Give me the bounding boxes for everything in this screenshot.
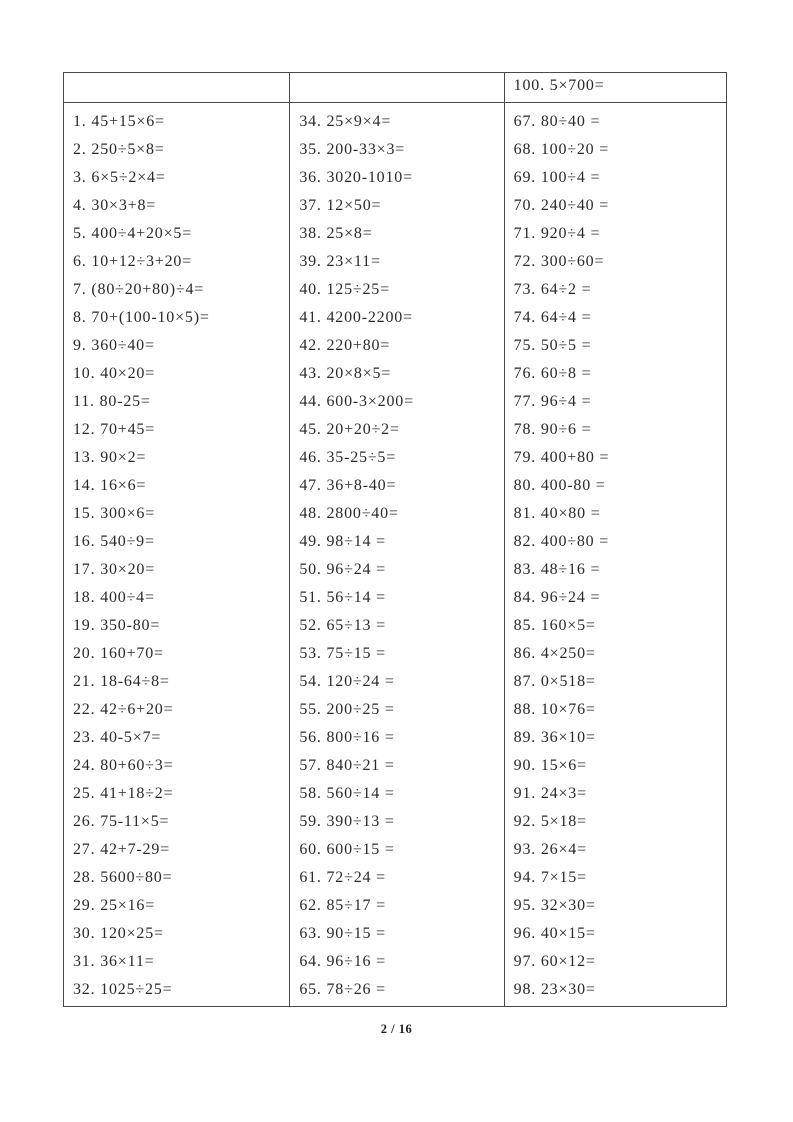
- problem-item: 86. 4×250=: [513, 645, 596, 662]
- problem-item: 95. 32×30=: [513, 897, 596, 914]
- problem-item: 21. 18-64÷8=: [73, 673, 170, 690]
- problem-item: 68. 100÷20 =: [513, 141, 610, 158]
- problem-item: 25. 41+18÷2=: [73, 785, 174, 802]
- problem-item: 12. 70+45=: [73, 421, 156, 438]
- problem-item: 7. (80÷20+80)÷4=: [73, 281, 205, 298]
- problem-item: 58. 560÷14 =: [299, 785, 395, 802]
- header-cell-1: [64, 73, 290, 102]
- problem-item: 98. 23×30=: [513, 981, 596, 998]
- problem-item: 13. 90×2=: [73, 449, 147, 466]
- problem-item: 42. 220+80=: [299, 337, 391, 354]
- problem-item: 15. 300×6=: [73, 505, 156, 522]
- problem-item: 89. 36×10=: [513, 729, 596, 746]
- problem-item: 88. 10×76=: [513, 701, 596, 718]
- problem-item: 96. 40×15=: [513, 925, 596, 942]
- problem-item: 22. 42÷6+20=: [73, 701, 174, 718]
- problem-item: 26. 75-11×5=: [73, 813, 170, 830]
- problem-item: 50. 96÷24 =: [299, 561, 386, 578]
- problem-item: 48. 2800÷40=: [299, 505, 399, 522]
- problem-item: 67. 80÷40 =: [513, 113, 601, 130]
- problem-item: 11. 80-25=: [73, 393, 151, 410]
- problem-item: 43. 20×8×5=: [299, 365, 392, 382]
- problem-item: 92. 5×18=: [513, 813, 587, 830]
- problem-item: 70. 240÷40 =: [513, 197, 610, 214]
- problem-item: 51. 56÷14 =: [299, 589, 386, 606]
- problem-item: 39. 23×11=: [299, 253, 381, 270]
- problem-item: 52. 65÷13 =: [299, 617, 386, 634]
- problem-item: 65. 78÷26 =: [299, 981, 386, 998]
- problem-column-3: [505, 103, 726, 1006]
- problem-item: 91. 24×3=: [513, 785, 587, 802]
- problem-item: 97. 60×12=: [513, 953, 596, 970]
- problem-item: 78. 90÷6 =: [513, 421, 592, 438]
- problem-item: 34. 25×9×4=: [299, 113, 392, 130]
- problem-item: 10. 40×20=: [73, 365, 156, 382]
- problem-item: 69. 100÷4 =: [513, 169, 601, 186]
- problem-item: 2. 250÷5×8=: [73, 141, 165, 158]
- problem-item: 49. 98÷14 =: [299, 533, 386, 550]
- problem-item: 40. 125÷25=: [299, 281, 390, 298]
- problem-item: 64. 96÷16 =: [299, 953, 386, 970]
- problem-item: 76. 60÷8 =: [513, 365, 592, 382]
- problem-item: 38. 25×8=: [299, 225, 373, 242]
- problem-item: 14. 16×6=: [73, 477, 147, 494]
- problem-item: 9. 360÷40=: [73, 337, 155, 354]
- problem-item: 71. 920÷4 =: [513, 225, 601, 242]
- header-cell-2: [290, 73, 504, 102]
- problem-item: 72. 300÷60=: [513, 253, 605, 270]
- problem-item: 54. 120÷24 =: [299, 673, 395, 690]
- problem-item: 77. 96÷4 =: [513, 393, 592, 410]
- problem-item: 84. 96÷24 =: [513, 589, 601, 606]
- problem-item: 37. 12×50=: [299, 197, 382, 214]
- problem-item: 36. 3020-1010=: [299, 169, 413, 186]
- problem-item: 85. 160×5=: [513, 617, 596, 634]
- problem-item: 16. 540÷9=: [73, 533, 155, 550]
- problem-item: 56. 800÷16 =: [299, 729, 395, 746]
- problem-item: 82. 400÷80 =: [513, 533, 610, 550]
- problem-item: 3. 6×5÷2×4=: [73, 169, 166, 186]
- problem-column-1: [64, 103, 290, 1006]
- problem-item: 45. 20+20÷2=: [299, 421, 400, 438]
- problem-item: 55. 200÷25 =: [299, 701, 395, 718]
- problem-item: 28. 5600÷80=: [73, 869, 173, 886]
- problem-item: 18. 400÷4=: [73, 589, 155, 606]
- math-problems-table: [63, 72, 727, 1007]
- problem-item: 8. 70+(100-10×5)=: [73, 309, 210, 326]
- problem-item: 87. 0×518=: [513, 673, 596, 690]
- problem-item: 59. 390÷13 =: [299, 813, 395, 830]
- problem-item: 83. 48÷16 =: [513, 561, 601, 578]
- problem-item: 44. 600-3×200=: [299, 393, 414, 410]
- page-number: 2 / 16: [380, 1022, 413, 1036]
- problem-item: 57. 840÷21 =: [299, 757, 395, 774]
- problem-item: 90. 15×6=: [513, 757, 587, 774]
- problem-item: 27. 42+7-29=: [73, 841, 170, 858]
- problem-item: 35. 200-33×3=: [299, 141, 406, 158]
- problem-item: 73. 64÷2 =: [513, 281, 592, 298]
- problem-item: 4. 30×3+8=: [73, 197, 157, 214]
- problem-item: 46. 35-25÷5=: [299, 449, 397, 466]
- problem-item: 61. 72÷24 =: [299, 869, 386, 886]
- table-header-row: [64, 73, 726, 103]
- problem-item: 23. 40-5×7=: [73, 729, 162, 746]
- problem-item: 53. 75÷15 =: [299, 645, 386, 662]
- problem-item: 24. 80+60÷3=: [73, 757, 174, 774]
- problem-item: 19. 350-80=: [73, 617, 161, 634]
- problem-item: 60. 600÷15 =: [299, 841, 395, 858]
- problem-item: 81. 40×80 =: [513, 505, 601, 522]
- problem-item: 80. 400-80 =: [513, 477, 606, 494]
- problem-item: 32. 1025÷25=: [73, 981, 173, 998]
- problem-item: 20. 160+70=: [73, 645, 164, 662]
- header-cell-problem-100: 100. 5×700=: [513, 77, 605, 94]
- problem-item: 62. 85÷17 =: [299, 897, 386, 914]
- problem-item: 29. 25×16=: [73, 897, 156, 914]
- problem-item: 63. 90÷15 =: [299, 925, 386, 942]
- table-body-row: [64, 103, 726, 1006]
- problem-item: 30. 120×25=: [73, 925, 164, 942]
- problem-item: 1. 45+15×6=: [73, 113, 165, 130]
- problem-column-2: [290, 103, 504, 1006]
- problem-item: 79. 400+80 =: [513, 449, 610, 466]
- problem-item: 74. 64÷4 =: [513, 309, 592, 326]
- problem-item: 41. 4200-2200=: [299, 309, 413, 326]
- problem-item: 6. 10+12÷3+20=: [73, 253, 193, 270]
- problem-item: 75. 50÷5 =: [513, 337, 592, 354]
- problem-item: 93. 26×4=: [513, 841, 587, 858]
- problem-item: 94. 7×15=: [513, 869, 587, 886]
- problem-item: 5. 400÷4+20×5=: [73, 225, 193, 242]
- problem-item: 31. 36×11=: [73, 953, 155, 970]
- problem-item: 17. 30×20=: [73, 561, 156, 578]
- problem-item: 47. 36+8-40=: [299, 477, 397, 494]
